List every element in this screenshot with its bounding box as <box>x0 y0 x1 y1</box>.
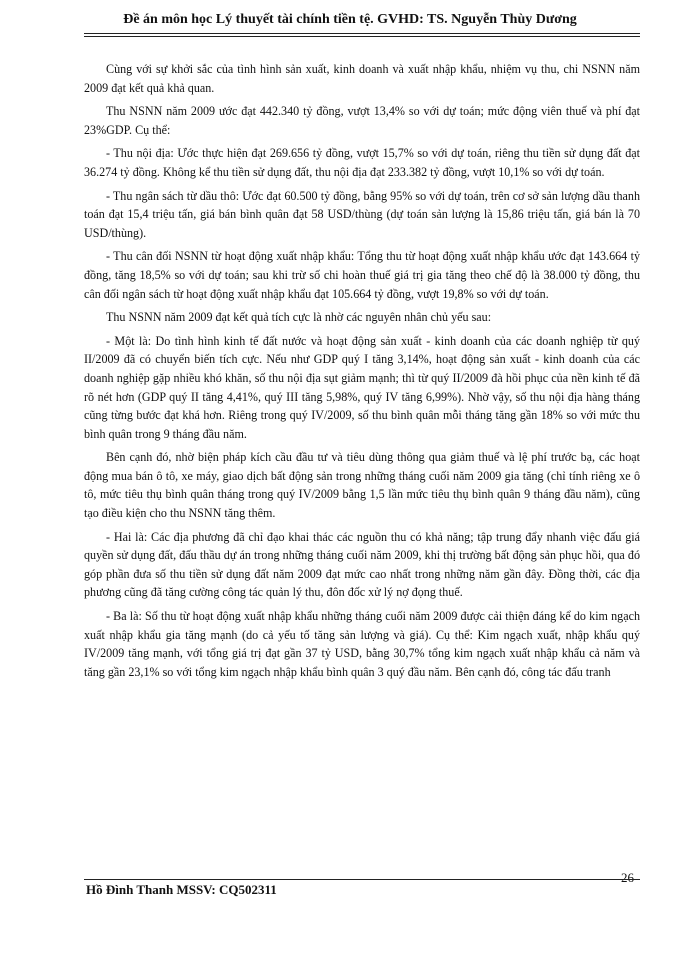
paragraph: - Thu nội địa: Ước thực hiện đạt 269.656 tỷ đồng, vượt 15,7% so với dự toán, riêng thu tiền sử dụng đất đạt 36.274 tỷ đồng. Không kể thu tiền sử dụng đất, thu nội địa đạt 233.382 tỷ đồng, vượt 10,1% so với dự toán. <box>84 146 640 179</box>
paragraph: - Một là: Do tình hình kinh tế đất nước và hoạt động sản xuất - kinh doanh của các doanh nghiệp từ quý II/2009 đã có chuyển biến tích cực. Nếu như GDP quý I tăng 3,14%, hoạt động sản xuất - kinh doanh của các doanh nghiệp gặp nhiều khó khăn, số thu nội địa sụt giảm mạnh; thì từ quý II/2009 đà hồi phục của nền kinh tế đã rõ nét hơn (GDP quý II tăng 4,41%, quý III tăng 5,98%, quý IV tăng 6,99%). Nhờ vậy, số thu nội địa hàng tháng cũng từng bước đạt khá hơn. Riêng trong quý IV/2009, số thu bình quân mỗi tháng tăng gần 18% so với mức thu bình quân trong 9 tháng đầu năm. <box>84 333 640 441</box>
footer-rule <box>84 879 640 880</box>
paragraph: Thu NSNN năm 2009 ước đạt 442.340 tỷ đồng, vượt 13,4% so với dự toán; mức động viên thuế và phí đạt 23%GDP. Cụ thể: <box>84 104 640 137</box>
page-header: Đề án môn học Lý thuyết tài chính tiền tệ. GVHD: TS. Nguyễn Thùy Dương <box>123 12 577 27</box>
paragraph: Thu NSNN năm 2009 đạt kết quả tích cực là nhờ các nguyên nhân chủ yếu sau: <box>106 310 492 325</box>
paragraph: - Ba là: Số thu từ hoạt động xuất nhập khẩu những tháng cuối năm 2009 được cải thiện đáng kể do kim ngạch xuất nhập khẩu gia tăng mạnh (do cả yếu tố tăng sản lượng và giá). Cụ thể: Kim ngạch xuất, nhập khẩu quý IV/2009 tăng mạnh, với tổng giá trị đạt gần 37 tỷ USD, bằng 30,7% tổng kim ngạch xuất nhập khẩu cả năm và tăng gần 23,1% so với tổng kim ngạch nhập khẩu bình quân 3 quý đầu năm. Bên cạnh đó, công tác đấu tranh <box>84 609 640 679</box>
paragraph: Bên cạnh đó, nhờ biện pháp kích cầu đầu tư và tiêu dùng thông qua giảm thuế và lệ phí trước bạ, các hoạt động mua bán ô tô, xe máy, giao dịch bất động sản trong những tháng cuối năm 2009 gia tăng (chỉ tính riêng xe ô tô, mức tiêu thụ bình quân tháng trong quý IV/2009 bằng 1,5 lần mức tiêu thụ bình quân 9 tháng đầu năm), cũng tạo điều kiện cho thu NSNN tăng thêm. <box>84 450 640 521</box>
footer-author: Hồ Đình Thanh MSSV: CQ502311 <box>86 882 277 897</box>
paragraph: - Thu ngân sách từ dầu thô: Ước đạt 60.500 tỷ đồng, bằng 95% so với dự toán, trên cơ sở sản lượng dầu thanh toán đạt 15,4 triệu tấn, giá bán bình quân đạt 58 USD/thùng (dự toán sản lượng là 15,86 triệu tấn, giá bán là 70 USD/thùng). <box>84 188 640 240</box>
page-number: 26 <box>621 870 634 885</box>
document-body <box>84 60 640 686</box>
paragraph: Cùng với sự khởi sắc của tình hình sản xuất, kinh doanh và xuất nhập khẩu, nhiệm vụ thu, chi NSNN năm 2009 đạt kết quả khả quan. <box>84 62 640 95</box>
header-rule-top <box>84 33 640 34</box>
paragraph: - Thu cân đối NSNN từ hoạt động xuất nhập khẩu: Tổng thu từ hoạt động xuất nhập khẩu ước đạt 143.664 tỷ đồng, tăng 18,5% so với dự toán; sau khi trừ số chi hoàn thuế giá trị gia tăng theo chế độ là 38.000 tỷ đồng, thu cân đối ngân sách từ hoạt động xuất nhập khẩu đạt 105.664 tỷ đồng, vượt 19,8% so với dự toán. <box>84 249 640 301</box>
header-rule-bottom <box>84 36 640 37</box>
paragraph: - Hai là: Các địa phương đã chỉ đạo khai thác các nguồn thu có khả năng; tập trung đẩy nhanh việc đấu giá quyền sử dụng đất, đấu thầu dự án trong những tháng cuối năm 2009, khi thị trường bất động sản phục hồi, qua đó góp phần đưa số thu tiền sử dụng đất năm 2009 đạt mức cao nhất trong những năm gần đây. Đồng thời, các địa phương cũng đã tăng cường công tác quản lý thu, đôn đốc xử lý nợ đọng thuế. <box>84 529 640 600</box>
